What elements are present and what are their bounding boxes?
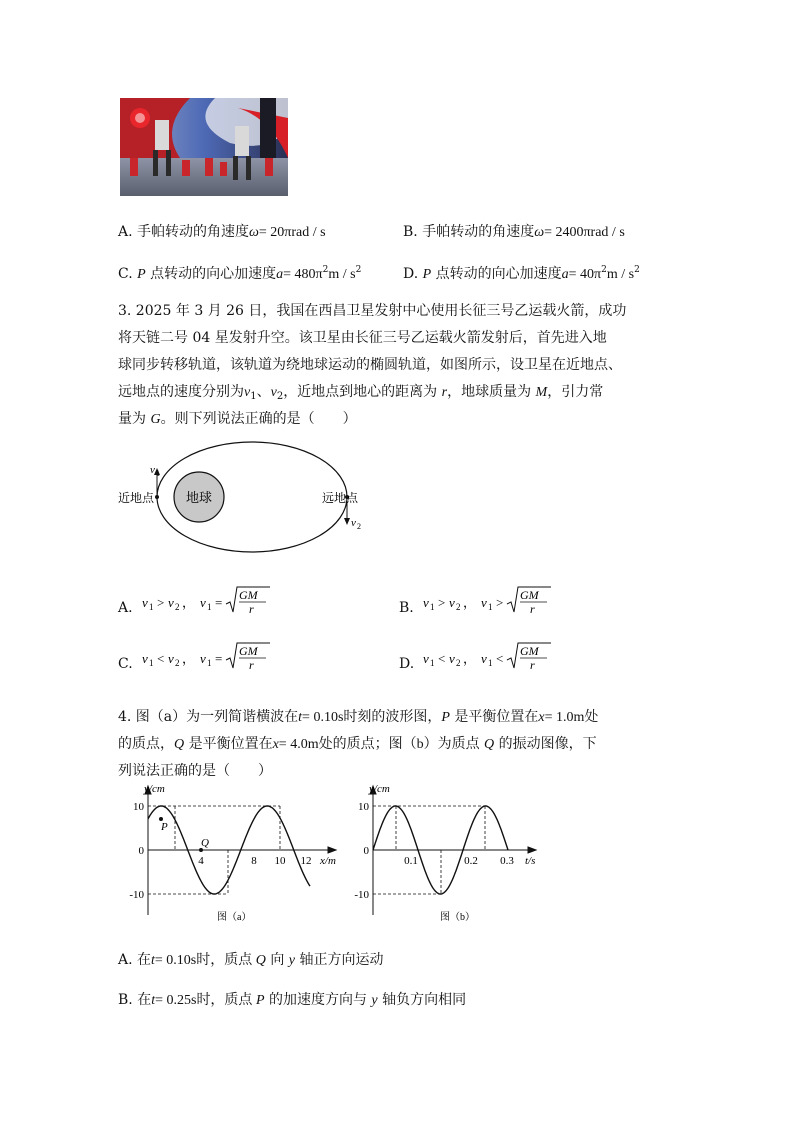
svg-text:4: 4 — [198, 855, 204, 867]
svg-text:1: 1 — [149, 658, 154, 668]
svg-text:>: > — [496, 595, 504, 610]
q4-option-a: A. 在t= 0.10s时，质点 Q 向 y 轴正方向运动 — [118, 952, 384, 968]
svg-text:r: r — [249, 602, 254, 616]
wave-graph-a — [120, 780, 345, 930]
svg-text:v: v — [142, 651, 148, 666]
svg-text:图（b）: 图（b） — [440, 912, 475, 923]
v2-subscript: 2 — [357, 522, 361, 531]
svg-text:1: 1 — [149, 602, 154, 612]
q4-option-b: B. 在t= 0.25s时，质点 P 的加速度方向与 y 轴负方向相同 — [118, 992, 467, 1008]
svg-text:0.2: 0.2 — [464, 855, 478, 867]
svg-text:<: < — [496, 651, 504, 666]
svg-text:v: v — [200, 651, 206, 666]
svg-text:v: v — [200, 595, 206, 610]
svg-text:GM: GM — [239, 588, 258, 602]
orbit-diagram — [115, 440, 375, 560]
svg-text:-10: -10 — [129, 889, 144, 901]
svg-text:1: 1 — [207, 602, 212, 612]
svg-text:v: v — [449, 595, 455, 610]
svg-text:v: v — [481, 595, 487, 610]
svg-text:0.3: 0.3 — [500, 855, 514, 867]
svg-text:GM: GM — [520, 588, 539, 602]
apogee-label: 远地点 — [322, 491, 359, 505]
svg-text:v: v — [142, 595, 148, 610]
svg-text:10: 10 — [358, 801, 369, 813]
svg-text:v: v — [481, 651, 487, 666]
v1-subscript: 1 — [156, 469, 160, 478]
svg-text:1: 1 — [488, 602, 493, 612]
q3-line-5: 量为 G。则下列说法正确的是（ ） — [118, 411, 357, 427]
svg-text:0.1: 0.1 — [404, 855, 418, 867]
svg-text:1: 1 — [430, 602, 435, 612]
svg-text:GM: GM — [239, 644, 258, 658]
q4-line-2: 的质点，Q 是平衡位置在x= 4.0m处的质点；图（b）为质点 Q 的振动图像，下 — [118, 736, 597, 752]
svg-text:2: 2 — [175, 602, 180, 612]
svg-text:=: = — [215, 651, 223, 666]
svg-text:GM: GM — [520, 644, 539, 658]
svg-text:Q: Q — [201, 837, 209, 849]
earth-label: 地球 — [185, 490, 213, 505]
svg-text:1: 1 — [430, 658, 435, 668]
q3-line-1: 3. 2025 年 3 月 26 日，我国在西昌卫星发射中心使用长征三号乙运载火箭，成功 — [118, 303, 627, 319]
vibration-graph-b — [345, 780, 545, 930]
v1-label: v — [150, 464, 155, 476]
svg-text:，: ， — [463, 651, 477, 666]
svg-text:，: ， — [182, 595, 196, 610]
svg-text:>: > — [157, 595, 165, 610]
svg-text:，: ， — [463, 595, 477, 610]
svg-text:<: < — [157, 651, 165, 666]
svg-text:y/cm: y/cm — [369, 783, 390, 795]
perigee-label: 近地点 — [118, 491, 155, 505]
svg-text:，: ， — [182, 651, 196, 666]
svg-text:>: > — [438, 595, 446, 610]
q2-option-a: A. 手帕转动的角速度ω= 20πrad / s — [118, 224, 326, 240]
svg-text:10: 10 — [133, 801, 144, 813]
svg-text:y/cm: y/cm — [144, 783, 165, 795]
svg-text:v: v — [423, 595, 429, 610]
svg-text:0: 0 — [363, 845, 369, 857]
robot-performance-photo — [120, 98, 288, 196]
q3-line-2: 将天链二号 04 星发射升空。该卫星由长征三号乙运载火箭发射后，首先进入地 — [118, 330, 607, 346]
svg-text:12: 12 — [300, 855, 312, 867]
v2-label: v — [351, 517, 356, 529]
svg-text:v: v — [168, 595, 174, 610]
svg-text:r: r — [530, 658, 535, 672]
svg-text:2: 2 — [175, 658, 180, 668]
svg-text:r: r — [249, 658, 254, 672]
q4-line-1: 4. 图（a）为一列简谐横波在t= 0.10s时刻的波形图，P 是平衡位置在x= 1.0m处 — [118, 709, 599, 725]
svg-text:v: v — [423, 651, 429, 666]
svg-text:x/m: x/m — [320, 855, 336, 867]
svg-text:1: 1 — [207, 658, 212, 668]
q3-line-4: 远地点的速度分别为$v_1$、$v_2$，近地点到地心的距离为 r，地球质量为 M，引力常 — [118, 384, 604, 402]
q2-option-c: C. P 点转动的向心加速度$a= 480\pi^2m / s^2$ — [118, 265, 362, 282]
svg-text:8: 8 — [251, 855, 257, 867]
svg-text:=: = — [215, 595, 223, 610]
svg-text:v: v — [449, 651, 455, 666]
svg-text:1: 1 — [488, 658, 493, 668]
q2-option-b: B. 手帕转动的角速度ω= 2400πrad / s — [403, 224, 625, 240]
svg-text:<: < — [438, 651, 446, 666]
svg-text:2: 2 — [456, 602, 461, 612]
svg-text:P: P — [161, 821, 168, 833]
svg-text:10: 10 — [274, 855, 286, 867]
svg-text:0: 0 — [138, 845, 144, 857]
q4-line-3: 列说法正确的是（ ） — [118, 763, 272, 779]
svg-text:2: 2 — [456, 658, 461, 668]
q3-line-3: 球同步转移轨道，该轨道为绕地球运动的椭圆轨道，如图所示，设卫星在近地点、 — [118, 357, 622, 373]
q2-option-d: D. P 点转动的向心加速度$a= 40\pi^2m / s^2$ — [403, 265, 640, 282]
svg-text:图（a）: 图（a） — [217, 912, 252, 923]
svg-text:v: v — [168, 651, 174, 666]
svg-text:t/s: t/s — [525, 855, 536, 867]
svg-text:-10: -10 — [354, 889, 369, 901]
svg-text:r: r — [530, 602, 535, 616]
